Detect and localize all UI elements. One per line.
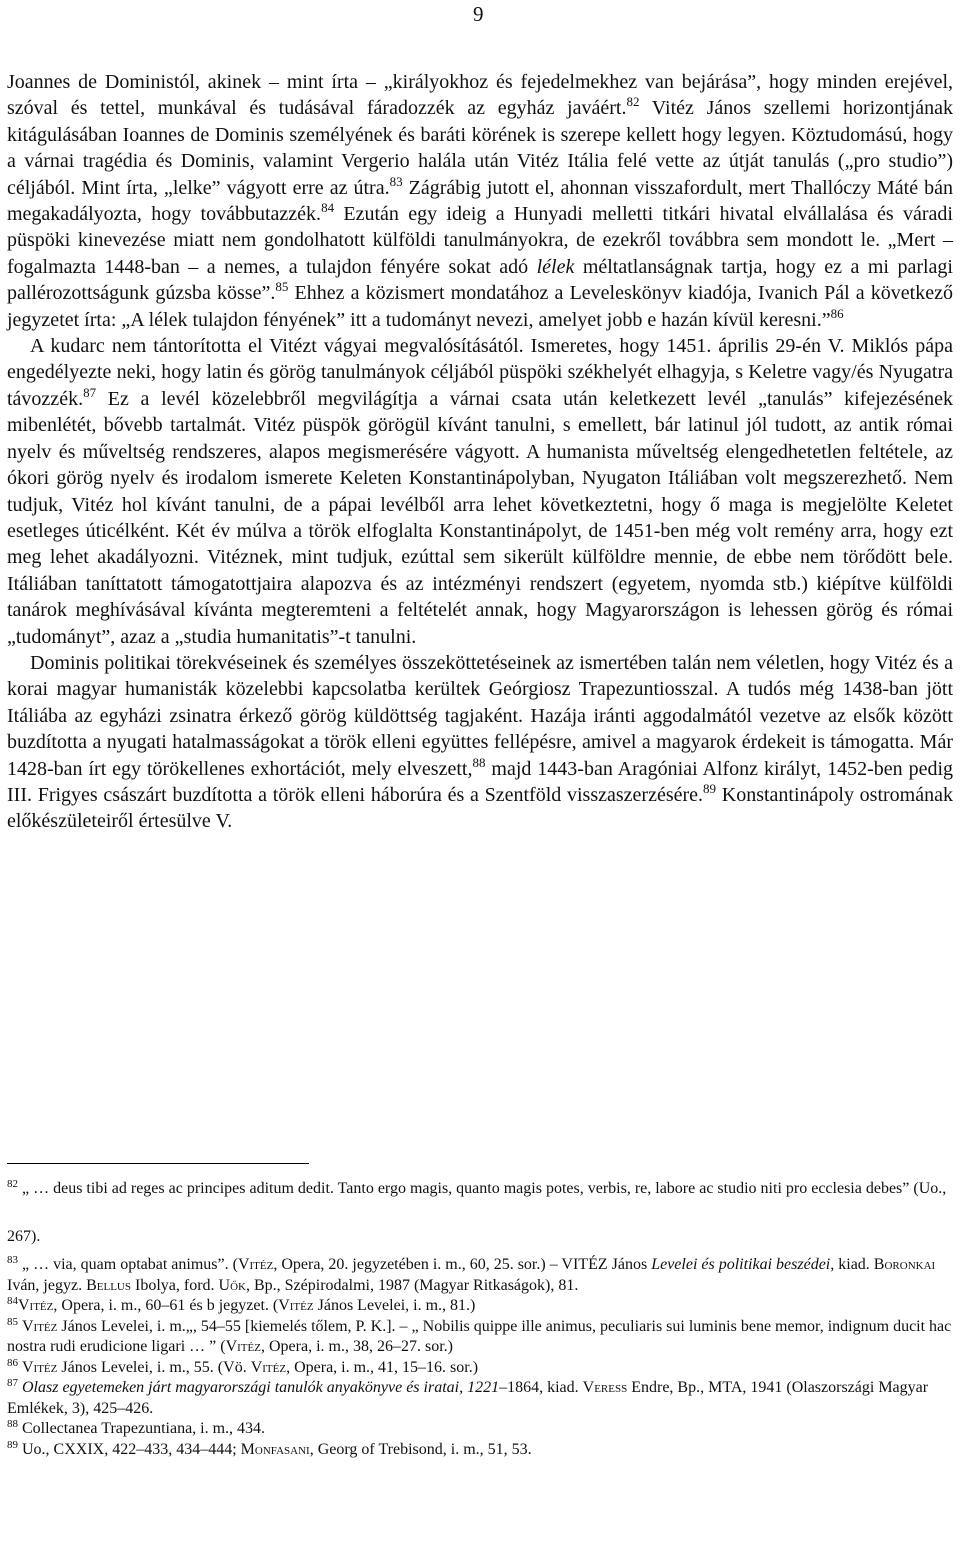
- italic-text: Levelei és politikai beszédei,: [651, 1256, 835, 1273]
- text-run: , Opera, i. m., 41, 15–16. sor.): [286, 1358, 479, 1376]
- footnotes: [7, 1175, 953, 1460]
- text-run: János Levelei, i. m., 81.): [313, 1297, 476, 1314]
- text-run: kiad.: [834, 1256, 874, 1273]
- footnote: [7, 1419, 953, 1440]
- text-run: A kudarc nem tántorította el Vitézt vágyai megvalósításától. Ismeretes, hogy 1451. április 29-én V. Miklós pápa engedélyezte neki, hogy latin és görög tanulmányok céljából püspöki székhelyét elhagyja, s Keletre vagy/és Nyugatra távozzék.: [7, 335, 953, 410]
- footnote-ref: 87: [83, 384, 97, 400]
- small-caps-text: Monfasani: [240, 1440, 310, 1458]
- footnote: [7, 1255, 953, 1296]
- small-caps-text: Veress: [582, 1379, 628, 1396]
- italic-text: lélek: [536, 255, 575, 278]
- footnote-number: 88: [7, 1418, 18, 1430]
- footnote: [7, 1165, 953, 1261]
- footnote-ref: 86: [830, 305, 844, 321]
- text-run: , Georg of Trebisond, i. m., 51, 53.: [309, 1440, 532, 1458]
- footnote-number: 84: [7, 1295, 18, 1307]
- footnote-separator: [7, 1163, 309, 1164]
- footnote-number: 87: [7, 1377, 18, 1389]
- small-caps-text: Vitéz: [250, 1358, 287, 1376]
- small-caps-text: Uők: [218, 1276, 246, 1294]
- page-number: 9: [473, 2, 484, 26]
- paragraph: [7, 69, 953, 333]
- small-caps-text: Vitéz: [237, 1256, 274, 1273]
- footnote-number: 82: [7, 1178, 18, 1190]
- text-run: majd 1443-ban Aragóniai Alfonz királyt, 1452-ben pedig III. Frigyes császárt buzdította a török elleni háborúra és a Szentföld visszaszerzésére.: [7, 757, 953, 806]
- text-run: „ … deus tibi ad reges ac principes aditum dedit. Tanto ergo magis, quanto magis potes, verbis, re, labore ac studio niti pro ecclesia debes” (Uo., 267).: [7, 1180, 947, 1245]
- text-run: Ibolya, ford.: [130, 1276, 219, 1294]
- body-text: [7, 69, 953, 835]
- footnote-ref: 84: [321, 200, 335, 216]
- small-caps-text: Vitéz: [278, 1297, 314, 1314]
- text-run: méltatlanságnak tartja, hogy ez a mi parlagi pallérozottságunk gúzsba kösse”.: [7, 255, 953, 305]
- italic-text: Olasz egyetemeken járt magyarországi tanulók anyakönyve és iratai, 1221: [22, 1379, 500, 1396]
- text-run: –1864, kiad.: [499, 1379, 583, 1396]
- text-run: , Opera, i. m., 60–61 és b jegyzet. (: [53, 1297, 279, 1314]
- text-run: Joannes de Doministól, akinek – mint írta – „királyokhoz és fejedelmekhez van bejárása”, hogy minden erejével, szóval és tettel, munkával és tudásával fáradozzék az egyház javáért.: [7, 71, 953, 120]
- footnote: [7, 1317, 953, 1358]
- footnote-number: 85: [7, 1315, 18, 1328]
- footnote: [7, 1296, 953, 1317]
- text-run: Ezután egy ideig a Hunyadi melletti titkári hivatal elvállalása és váradi püspöki kinevezése miatt nem gondolhatott külföldi tanulmányokra, de ezekről továbbra sem mondott le. „Mert – fogalmazta 1448-ban – a nemes, a tulajdon fényére sokat adó: [7, 203, 953, 278]
- text-run: Vitéz János szellemi horizontjának kitágulásában Ioannes de Dominis személyének és baráti körének is szerepe kellett hogy legyen. Köztudomású, hogy a várnai tragédia és Dominis, valamint Vergerio halála után Vitéz Itália felé vette az útját tanulás („pro studio”) céljából. Mint írta, „lelke” vágyott erre az útra.: [7, 97, 953, 199]
- text-run: Ehhez a közismert mondatához a Leveleskönyv kiadója, Ivanich Pál a következő jegyzetet írta: „A lélek tulajdon fényének” itt a tudományt nevezi, amelyet jobb e hazán kívül keresni.”: [7, 282, 953, 331]
- small-caps-text: Bellus: [86, 1276, 131, 1294]
- small-caps-text: Boronkai: [873, 1256, 936, 1273]
- text-run: „ … via, quam optabat animus”. (: [22, 1256, 238, 1273]
- footnote-ref: 89: [703, 780, 717, 796]
- text-run: Konstantinápoly ostromának előkészületeiről értesülve V.: [7, 783, 953, 833]
- footnote-ref: 85: [275, 279, 289, 295]
- text-run: , Opera, i. m., 38, 26–27. sor.): [260, 1338, 453, 1355]
- footnote-number: 89: [7, 1438, 18, 1451]
- footnote-ref: 83: [389, 173, 403, 189]
- footnote-ref: 82: [626, 94, 640, 110]
- text-run: , Opera, 20. jegyzetében i. m., 60, 25. sor.) –: [273, 1256, 562, 1273]
- text-run: Iván, jegyz.: [7, 1276, 87, 1294]
- footnote: [7, 1440, 953, 1461]
- footnote-ref: 88: [472, 754, 486, 770]
- small-caps-text: Vitéz: [22, 1358, 58, 1376]
- text-run: Dominis politikai törekvéseinek és személyes összeköttetéseinek az ismertében talán nem véletlen, hogy Vitéz és a korai magyar humanisták közelebbi kapcsolatba kerültek Geórgiosz Trapezuntiosszal. A tudós még 1438-ban jött Itáliába az egyházi zsinatra érkező görög küldöttség tagjaként. Hazája iránti aggodalmától vezetve az elsők között buzdította a nyugati hatalmasságokat a török elleni együttes fellépésre, amivel a magyarok érdekeit is támogatta. Már 1428-ban írt egy törökellenes exhortációt, mely elveszett,: [7, 651, 953, 780]
- text-run: , Bp., Szépirodalmi, 1987 (Magyar Ritkaságok), 81.: [245, 1276, 579, 1294]
- footnote: [7, 1358, 953, 1379]
- text-run: Collectanea Trapezuntiana, i. m., 434.: [22, 1420, 266, 1437]
- text-run: János Levelei, i. m., 55. (Vö.: [57, 1358, 251, 1376]
- footnote-number: 86: [7, 1356, 18, 1369]
- text-run: Uo., CXXIX, 422–433, 434–444;: [22, 1440, 241, 1458]
- text-run: Zágrábig jutott el, ahonnan visszafordult, mert Thallóczy Máté bán megakadályozta, hogy továbbutazzék.: [7, 176, 953, 226]
- paragraph: [7, 333, 953, 650]
- footnote-number: 83: [7, 1254, 18, 1266]
- small-caps-text: Vitéz: [22, 1317, 58, 1335]
- text-run: János Levelei, i. m.„, 54–55 [kiemelés tőlem, P. K.]. – „ Nobilis quippe ille animus, peculiaris sui luminis bene memor, indignum ducit hac nostra rudi erudicione ligari … ” (: [7, 1317, 952, 1355]
- text-run: Endre, Bp., MTA, 1941 (Olaszországi Magyar Emlékek, 3), 425–426.: [7, 1379, 929, 1417]
- text-run: VITÉZ János: [561, 1256, 652, 1273]
- small-caps-text: Vitéz: [18, 1297, 54, 1314]
- paragraph: [7, 650, 953, 835]
- small-caps-text: Vitéz: [225, 1338, 261, 1355]
- footnote: [7, 1378, 953, 1419]
- text-run: Ez a levél közelebbről megvilágítja a várnai csata után keletkezett levél „tanulás” kifejezésének mibenlétét, bővebb tartalmát. Vitéz püspök görögül kívánt tanulni, s emellett, bár latinul jól tudott, az antik római nyelv és műveltség rendszeres, alapos megismerésére vágyott. A humanista műveltség elengedhetetlen feltétele, az ókori görög nyelv és irodalom ismerete Keleten Konstantinápolyban, Nyugaton Itáliában volt megszerezhető. Nem tudjuk, Vitéz hol kívánt tanulni, de a pápai levélből arra lehet következtetni, hogy ő maga is megjelölte Keletet esetleges úticélként. Két év múlva a török elfoglalta Konstantinápolyt, de 1451-ben még volt remény arra, hogy ezt meg lehet akadályozni. Vitéznek, mint tudjuk, ezúttal sem sikerült külföldre mennie, de ebbe nem törődött bele. Itáliában taníttatott támogatottjaira alapozva és az intézményi rendszert (egyetem, nyomda stb.) kiépítve külföldi tanárok meghívásával kívánta megteremteni a feltételét annak, hogy Magyarországon is lehessen görög és római „tudományt”, azaz a „studia humanitatis”-t tanulni.: [7, 387, 953, 648]
